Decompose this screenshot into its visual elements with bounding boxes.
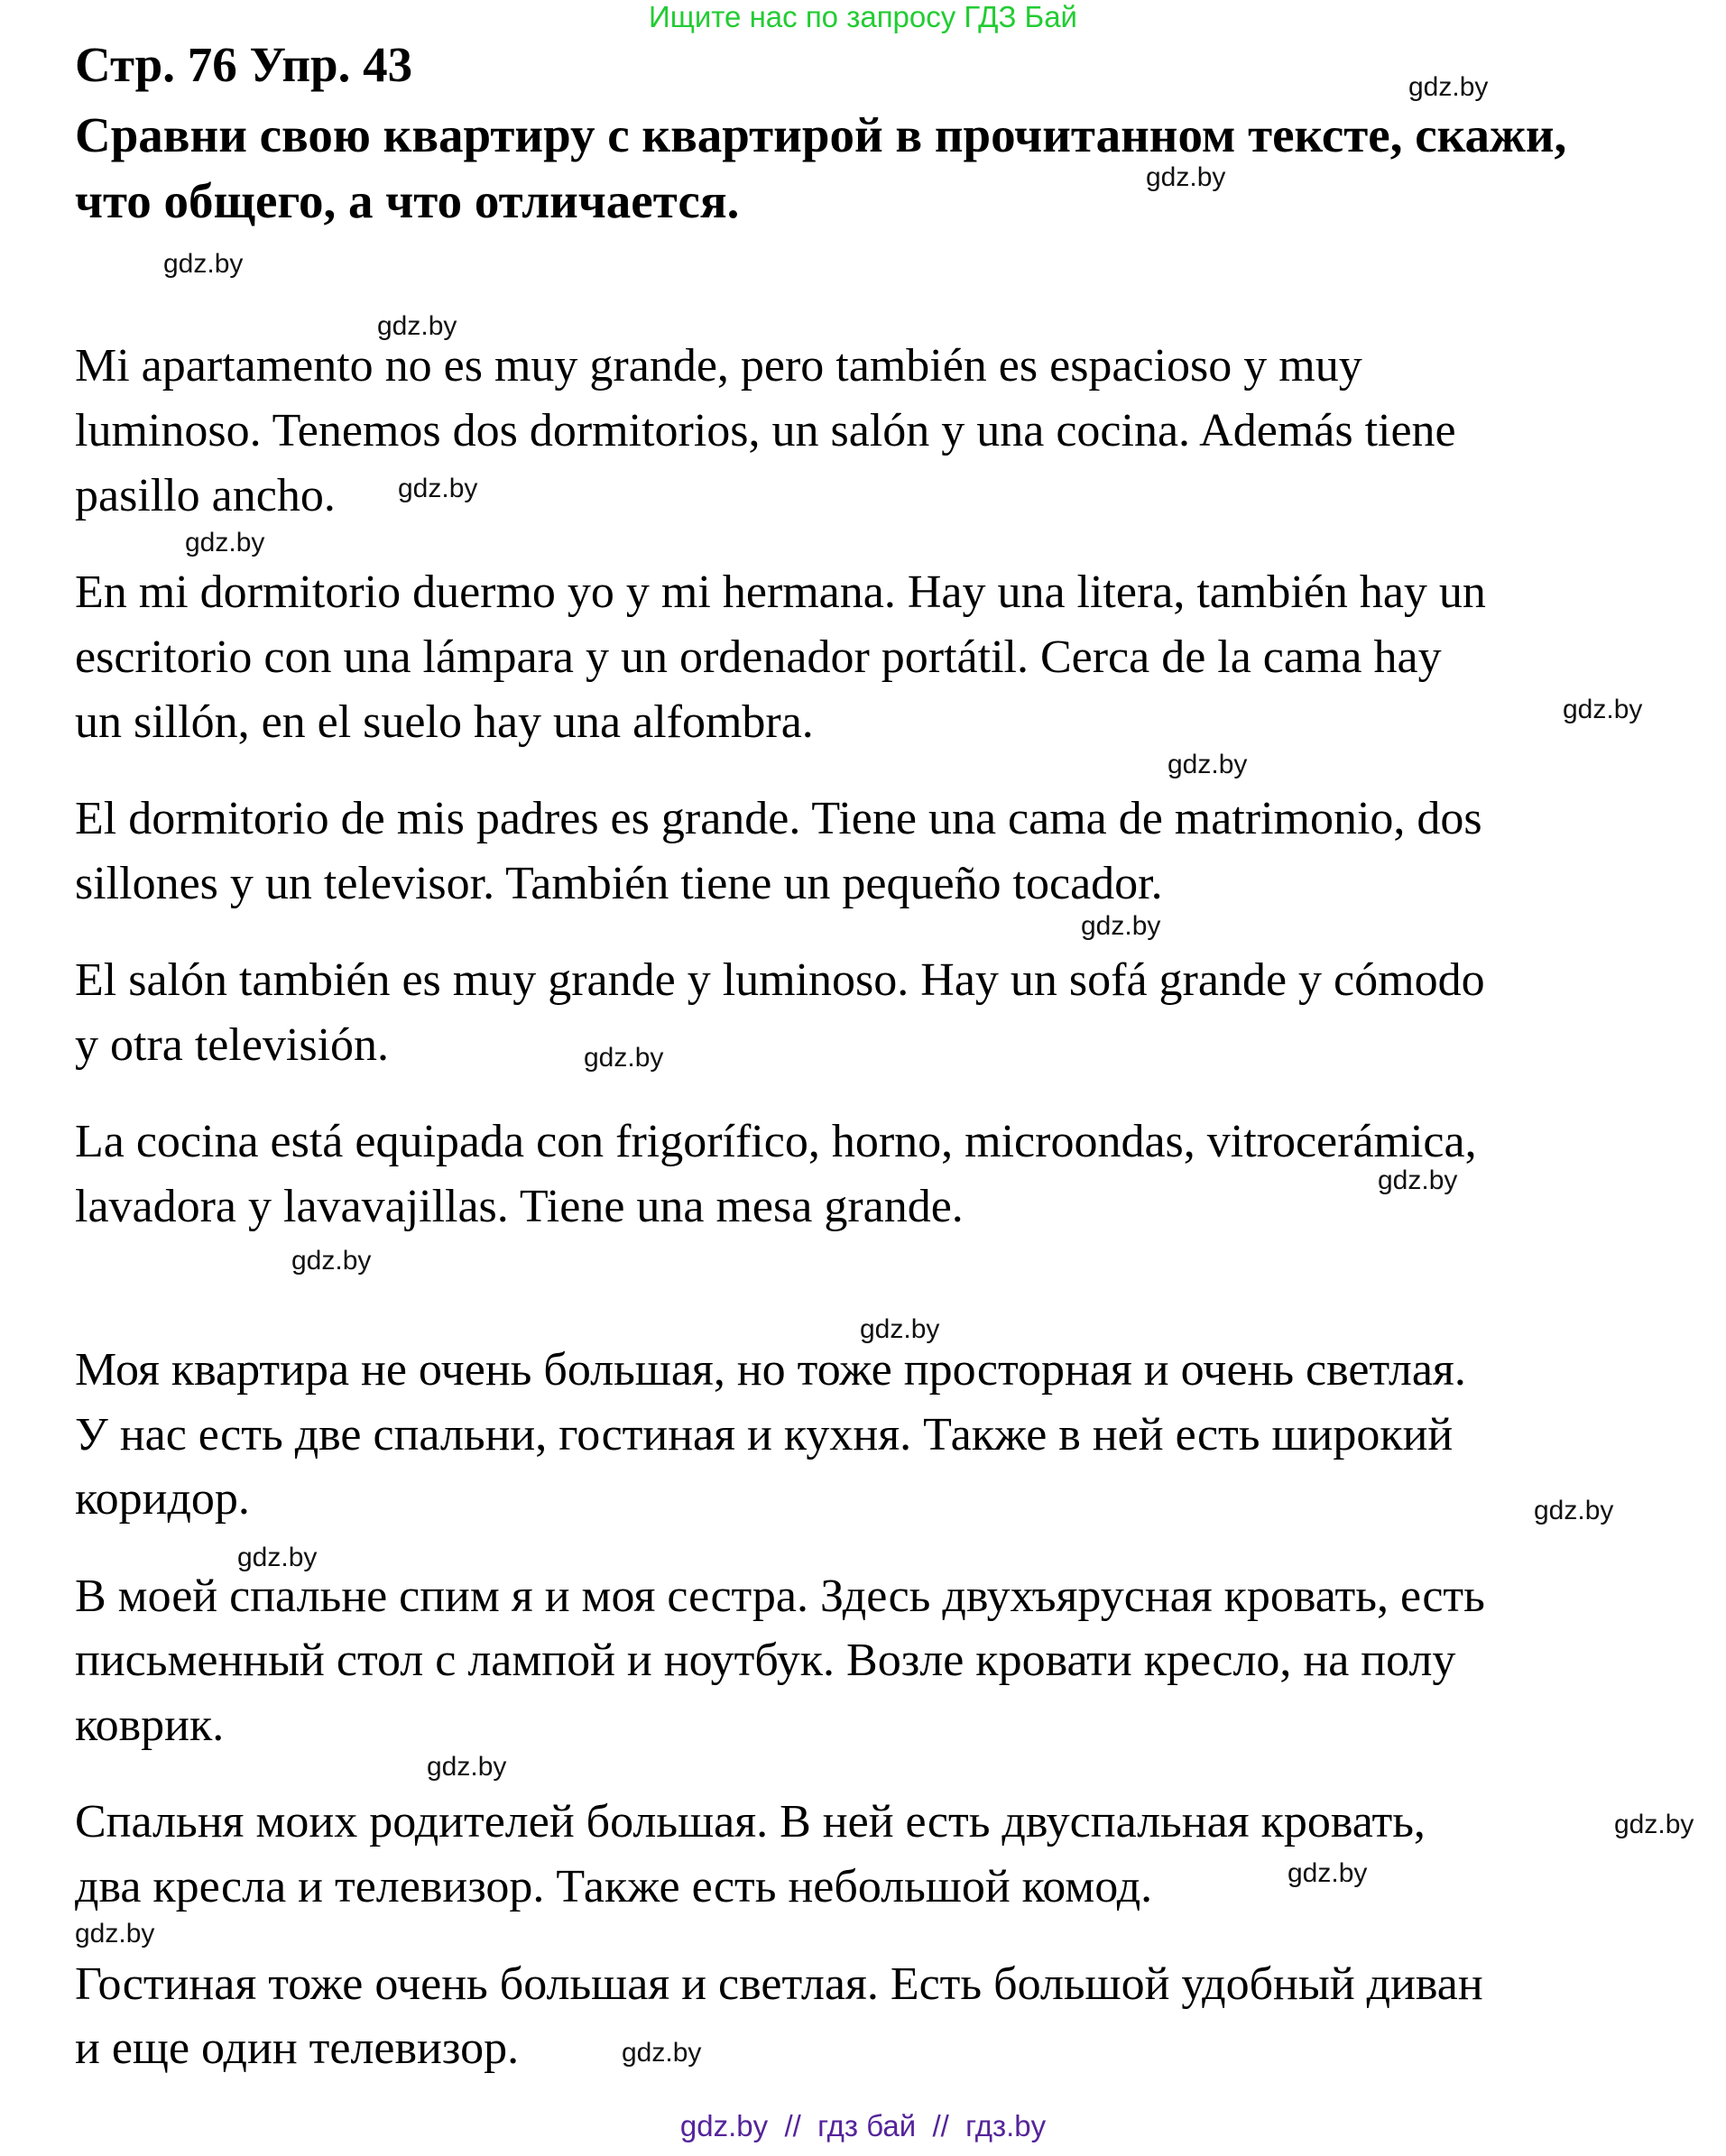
text-line: и еще один телевизор. [75,2022,520,2074]
text-line: La cocina está equipada con frigorífico, horno, microondas, vitrocerámica, [75,1116,1477,1167]
text-line: коридор. [75,1473,250,1525]
watermark: gdz.by [398,474,478,503]
watermark: gdz.by [622,2038,702,2068]
text-line: escritorio con una lámpara y un ordenador portátil. Cerca de la cama hay [75,631,1442,683]
watermark: gdz.by [237,1543,318,1572]
watermark: gdz.by [377,311,457,341]
watermark: gdz.by [1168,750,1248,779]
text-line: pasillo ancho. [75,470,336,521]
watermark: gdz.by [291,1246,372,1276]
watermark: gdz.by [584,1043,664,1073]
text-line: sillones y un televisor. También tiene un pequeño tocador. [75,858,1163,909]
watermark: gdz.by [1146,162,1226,192]
watermark: gdz.by [1534,1496,1614,1525]
watermark: gdz.by [427,1752,507,1782]
text-line: En mi dormitorio duermo yo y mi hermana. Hay una litera, también hay un [75,567,1486,618]
bottom-banner-link[interactable]: gdz.by // гдз бай // гдз.by [679,2109,1047,2142]
watermark: gdz.by [163,249,244,279]
watermark: gdz.by [1563,695,1643,724]
text-line: lavadora y lavavajillas. Tiene una mesa grande. [75,1181,964,1232]
watermark: gdz.by [1614,1810,1694,1839]
watermark: gdz.by [1408,72,1489,102]
text-line: luminoso. Tenemos dos dormitorios, un salón y una cocina. Además tiene [75,405,1456,456]
watermark: gdz.by [75,1919,155,1949]
watermark: gdz.by [185,528,265,557]
text-line: y otra televisión. [75,1019,390,1071]
watermark: gdz.by [860,1314,940,1344]
text-line: El dormitorio de mis padres es grande. Tiene una cama de matrimonio, dos [75,793,1482,844]
top-banner-link[interactable]: Ищите нас по запросу ГДЗ Бай [649,0,1077,33]
text-line: Спальня моих родителей большая. В ней есть двуспальная кровать, [75,1796,1426,1847]
watermark: gdz.by [1378,1166,1458,1195]
text-line: Гостиная тоже очень большая и светлая. Есть большой удобный диван [75,1958,1483,2010]
text-line: Моя квартира не очень большая, но тоже просторная и очень светлая. [75,1344,1466,1396]
text-line: В моей спальне спим я и моя сестра. Здесь двухъярусная кровать, есть [75,1571,1485,1622]
text-line: un sillón, en el suelo hay una alfombra. [75,696,814,748]
watermark: gdz.by [1081,911,1161,941]
task-line: Сравни свою квартиру с квартирой в прочитанном тексте, скажи, [75,107,1567,162]
text-line: Mi apartamento no es muy grande, pero también es espacioso y muy [75,340,1362,392]
text-line: El salón también es muy grande y luminoso. Hay un sofá grande y cómodo [75,954,1485,1006]
task-line: что общего, а что отличается. [75,173,740,228]
text-line: У нас есть две спальни, гостиная и кухня. Также в ней есть широкий [75,1409,1454,1460]
watermark: gdz.by [1288,1858,1368,1888]
page-title: Стр. 76 Упр. 43 [75,37,413,92]
text-line: два кресла и телевизор. Также есть небольшой комод. [75,1861,1153,1912]
text-line: письменный стол с лампой и ноутбук. Возле кровати кресло, на полу [75,1635,1456,1686]
text-line: коврик. [75,1700,225,1751]
